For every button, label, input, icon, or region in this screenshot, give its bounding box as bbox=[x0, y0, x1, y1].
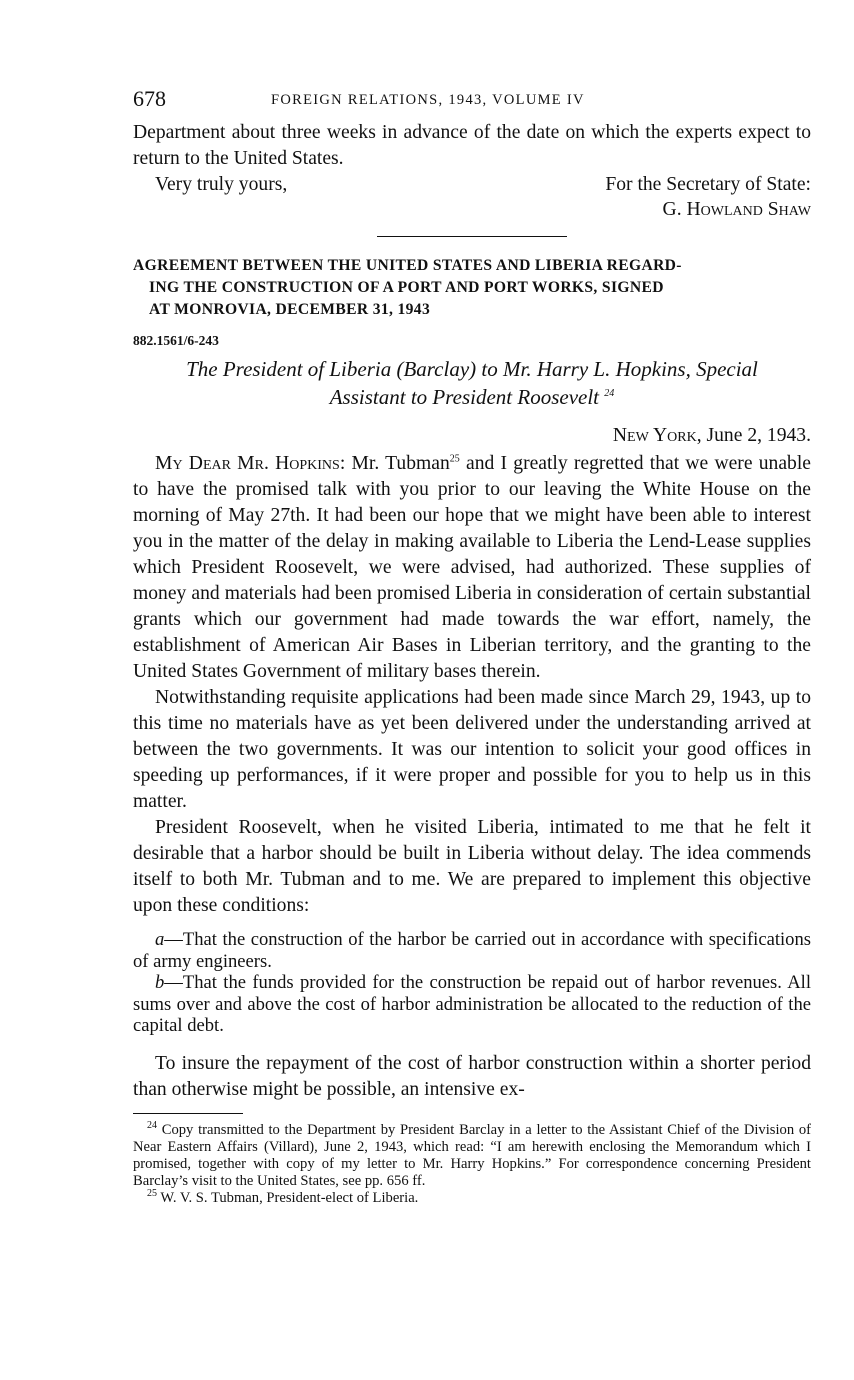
letter-paragraph-3: President Roosevelt, when he visited Liberia, intimated to me that he felt it desirable that a harbor should be built in Liberia without delay. The idea commends itself to both Mr. Tubman and to me. We are prepared to implement this objective upon these conditions: bbox=[133, 817, 811, 916]
conditions-list bbox=[133, 929, 811, 1037]
letter-paragraph-2: Notwithstanding requisite applications had been made since March 29, 1943, up to this time no materials have as yet been delivered under the understanding arrived at between the two governments. It was our intention to solicit your good offices in speeding up performances, if it were proper and possible for you to help us in this matter. bbox=[133, 687, 811, 812]
section-divider bbox=[377, 236, 567, 237]
document-heading-line-2: Assistant to President Roosevelt bbox=[329, 385, 600, 409]
signature-for: For the Secretary of State: bbox=[605, 174, 811, 195]
running-header bbox=[133, 86, 811, 116]
document-page bbox=[133, 86, 811, 1207]
section-title bbox=[133, 255, 811, 321]
section-title-line-2: ING THE CONSTRUCTION OF A PORT AND PORT WORKS, SIGNED bbox=[149, 279, 664, 296]
complimentary-close: Very truly yours, bbox=[155, 174, 288, 195]
continued-paragraph: Department about three weeks in advance of the date on which the experts expect to return to the United States. bbox=[133, 122, 811, 169]
file-number: 882.1561/6-243 bbox=[133, 333, 219, 348]
footnote-25: $^{25}$ W. V. S. Tubman, President-elect of Liberia. bbox=[147, 1187, 419, 1206]
footnote-divider bbox=[133, 1113, 243, 1114]
footnote-ref-25[interactable]: 25 bbox=[449, 453, 460, 465]
salutation: My Dear Mr. Hopkins bbox=[155, 453, 340, 474]
page-number: 678 bbox=[133, 86, 166, 111]
footnote-24: $^{24}$ Copy transmitted to the Department by President Barclay in a letter to the Assistant Chief of the Division of Near Eastern Affairs (Villard), June 2, 1943, which read: “I am herewith enclosing the Memorandum which I promised, together with copy of my letter to Mr. Harry Hopkins.” For correspondence concerning President Barclay’s visit to the United States, see pp. 656 ff. bbox=[133, 1119, 811, 1189]
section-title-line-1: AGREEMENT BETWEEN THE UNITED STATES AND LIBERIA REGARD- bbox=[133, 257, 682, 274]
running-title: FOREIGN RELATIONS, 1943, VOLUME IV bbox=[271, 92, 585, 108]
document-heading-line-1: The President of Liberia (Barclay) to Mr. Harry L. Hopkins, Special bbox=[186, 357, 758, 381]
closing-row bbox=[133, 172, 811, 197]
letter-paragraph-1: My Dear Mr. Hopkins: Mr. Tubman$^{25}$ and I greatly regretted that we were unable to have the promised talk with you prior to our leaving the White House on the morning of May 27th. It had been our hope that we might have been able to interest you in the matter of the delay in making available to Liberia the Lend-Lease supplies which President Roosevelt, we were advised, had authorized. These supplies of money and materials had been promised Liberia in consideration of certain substantial grants which our government had made towards the war effort, namely, the establishment of American Air Bases in Liberian territory, and the granting to the United States Government of military bases therein. bbox=[133, 453, 811, 682]
dateline: New York, June 2, 1943. bbox=[612, 425, 811, 446]
condition-a: a—That the construction of the harbor be carried out in accordance with specifications of army engineers. bbox=[133, 929, 811, 972]
footnote-ref-24[interactable]: 24 bbox=[604, 388, 615, 399]
condition-b: b—That the funds provided for the construction be repaid out of harbor revenues. All sums over and above the cost of harbor administration be allocated to the reduction of the capital debt. bbox=[133, 972, 811, 1036]
document-heading bbox=[133, 355, 811, 411]
signature-name: G. Howland Shaw bbox=[662, 199, 811, 220]
letter-paragraph-4: To insure the repayment of the cost of harbor construction within a shorter period than otherwise might be possible, an intensive ex- bbox=[133, 1052, 811, 1100]
section-title-line-3: AT MONROVIA, DECEMBER 31, 1943 bbox=[149, 301, 431, 318]
